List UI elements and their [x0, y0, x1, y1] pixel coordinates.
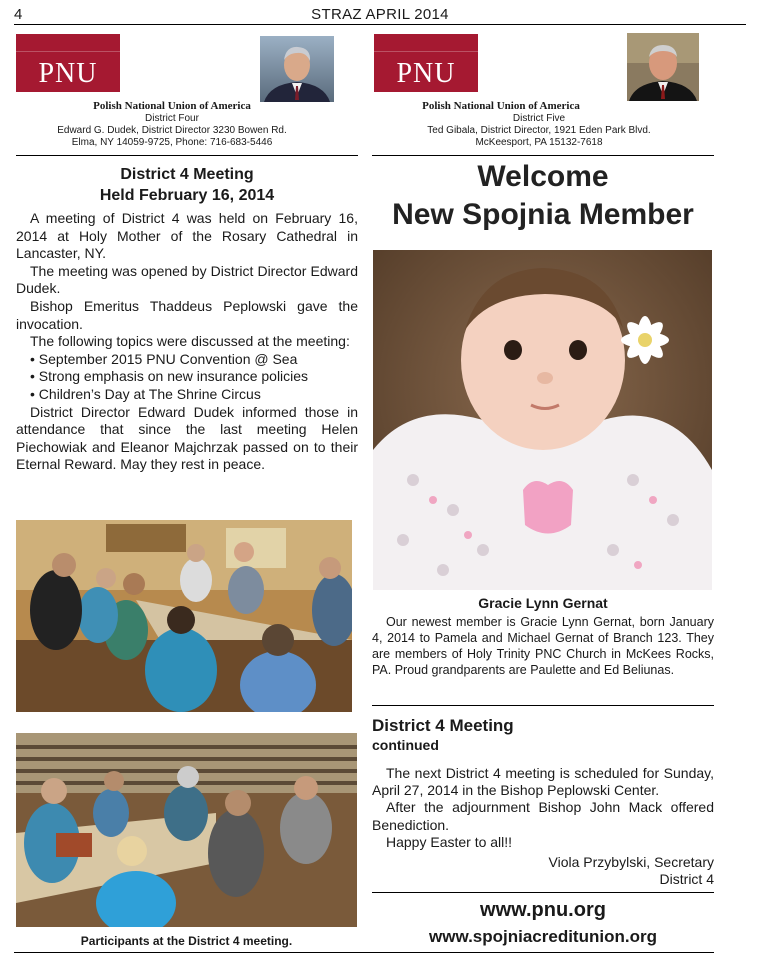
baby-name-caption: Gracie Lynn Gernat: [478, 595, 608, 611]
district-director-portrait: [627, 33, 699, 101]
photo-caption: Participants at the District 4 meeting.: [80, 934, 293, 948]
continued-paragraph: Happy Easter to all!!: [386, 833, 513, 850]
welcome-title-line2: New Spojnia Member: [392, 198, 694, 231]
continued-subtitle: continued: [372, 737, 439, 753]
page-number: 4: [14, 6, 23, 23]
director-line: Ted Gibala, District Director, 1921 Eden Park Blvd.: [427, 125, 651, 136]
section-rule: [16, 155, 358, 156]
section-rule: [372, 155, 714, 156]
signature-name: Viola Przybylski, Secretary: [548, 854, 714, 870]
address-line: McKeesport, PA 15132-7618: [475, 137, 603, 148]
article-title: [16, 164, 358, 206]
article-paragraph: The following topics were discussed at the meeting:: [30, 333, 350, 350]
article-title-line2: Held February 16, 2014: [99, 187, 275, 204]
publication-title: STRAZ APRIL 2014: [311, 6, 449, 23]
article-paragraph: District Director Edward Dudek informed those in attendance that since the last meeting Helen Piechowiak and Eleanor Majchrzak passed on to their Eternal Reward. May they rest in peace.: [16, 403, 358, 473]
pnu-logo-text: PNU: [38, 58, 98, 89]
header-rule: [14, 24, 746, 25]
welcome-title: [372, 158, 714, 234]
org-name: Polish National Union of America: [422, 100, 580, 112]
footer-rule: [14, 952, 714, 953]
signature: [372, 854, 714, 888]
continued-body: [372, 765, 714, 851]
continued-paragraph: The next District 4 meeting is scheduled for Sunday, April 27, 2014 in the Bishop Peplowski Center.: [372, 765, 714, 799]
baby-announcement: [372, 614, 714, 678]
topics-list: [30, 351, 358, 404]
signature-district: District 4: [659, 871, 714, 888]
baby-announcement-text: Our newest member is Gracie Lynn Gernat, born January 4, 2014 to Pamela and Michael Gernat of Branch 123. They are members of Holy Trinity PNC Church in McKees Rocks, PA. Proud grandparents are Paulette and Ed Beliunas.: [372, 615, 714, 677]
district-director-portrait: [260, 36, 334, 102]
meeting-photo: [16, 520, 352, 712]
pnu-logo-text: PNU: [396, 58, 456, 89]
article-paragraph: The meeting was opened by District Director Edward Dudek.: [16, 262, 358, 297]
article-paragraph: Bishop Emeritus Thaddeus Peplowski gave the invocation.: [16, 297, 358, 332]
welcome-title-line1: Welcome: [477, 160, 609, 193]
director-line: Edward G. Dudek, District Director 3230 Bowen Rd.: [57, 125, 287, 136]
section-rule: [372, 705, 714, 706]
pnu-logo: [16, 34, 120, 92]
website-creditunion-link[interactable]: www.spojniacreditunion.org: [429, 927, 657, 946]
pnu-logo: [374, 34, 478, 92]
section-rule: [372, 892, 714, 893]
org-name: Polish National Union of America: [93, 100, 251, 112]
topic-item: • September 2015 PNU Convention @ Sea: [30, 351, 358, 369]
article-title-line1: District 4 Meeting: [120, 166, 254, 183]
baby-photo: [373, 250, 712, 590]
continued-paragraph: After the adjournment Bishop John Mack offered Benediction.: [372, 799, 714, 833]
district-number: District Four: [145, 113, 199, 124]
article-body: [16, 210, 358, 474]
district-number: District Five: [512, 113, 566, 124]
meeting-photo: [16, 733, 357, 927]
article-paragraph: A meeting of District 4 was held on February 16, 2014 at Holy Mother of the Rosary Cathedral in Lancaster, NY.: [16, 210, 358, 262]
topic-item: • Children’s Day at The Shrine Circus: [30, 386, 358, 404]
website-pnu-link[interactable]: www.pnu.org: [480, 899, 606, 921]
topic-item: • Strong emphasis on new insurance policies: [30, 368, 358, 386]
continued-title: District 4 Meeting: [372, 716, 514, 735]
address-line: Elma, NY 14059-9725, Phone: 716-683-5446: [71, 137, 273, 148]
